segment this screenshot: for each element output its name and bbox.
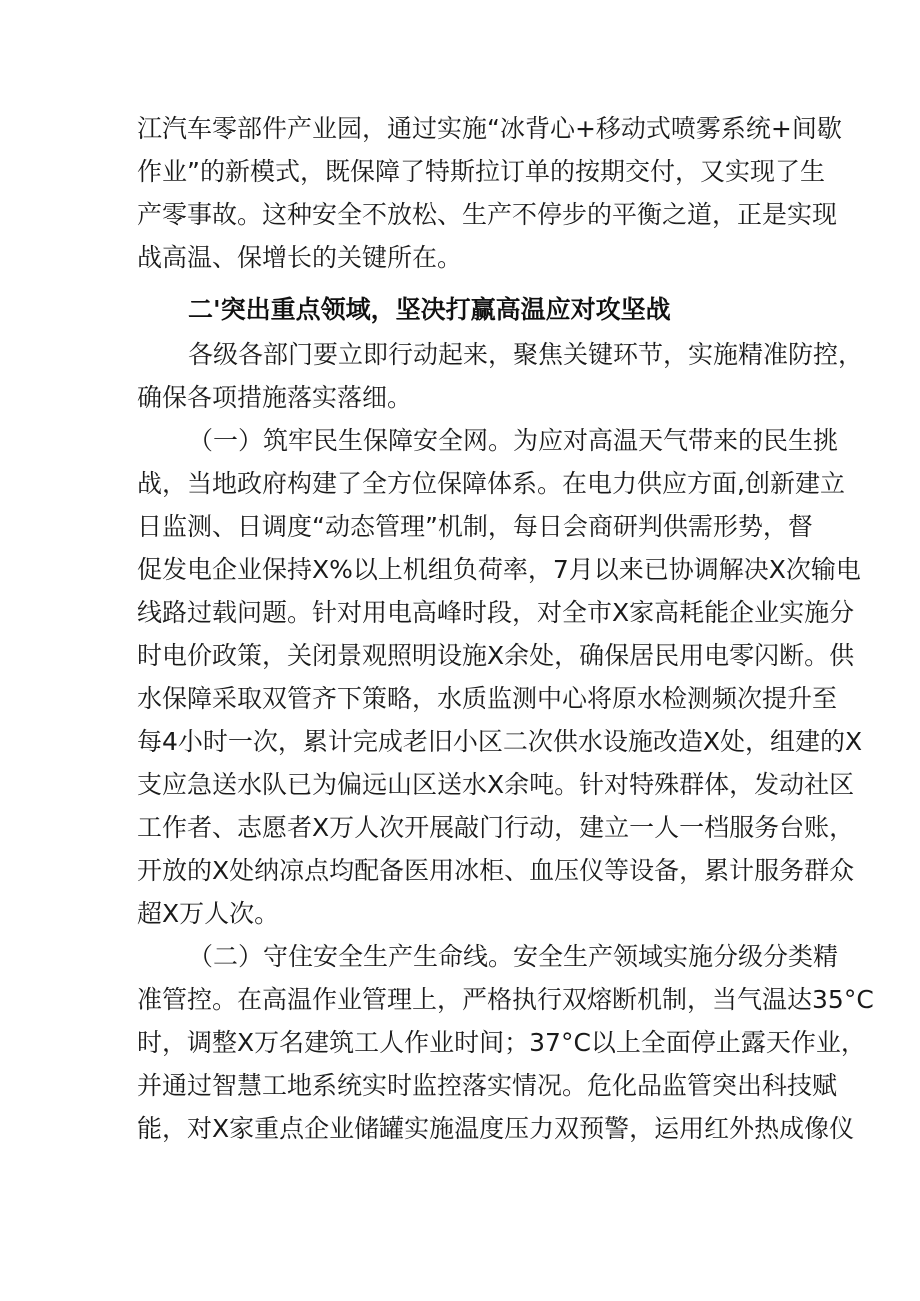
- item1-line-9: 支应急送水队已为偏远山区送水X余吨。针对特殊群体，发动社区: [137, 770, 855, 799]
- item1-line-7: 水保障采取双管齐下策略，水质监测中心将原水检测频次提升至: [137, 684, 838, 713]
- section-intro-line-2: 确保各项措施落实落细。: [137, 383, 413, 412]
- item2-line-4: 并通过智慧工地系统实时监控落实情况。危化品监管突出科技赋: [137, 1071, 838, 1100]
- item1-line-3: 日监测、日调度“动态管理”机制，每日会商研判供需形势，督: [137, 512, 813, 541]
- item2-line-2: 准管控。在高温作业管理上，严格执行双熔断机制，当气温达35°C: [137, 985, 874, 1014]
- intro-line-2: 作业”的新模式，既保障了特斯拉订单的按期交付，又实现了生: [137, 157, 825, 186]
- item2-line-1: （二）守住安全生产生命线。安全生产领域实施分级分类精: [188, 942, 839, 971]
- item1-line-8: 每4小时一次，累计完成老旧小区二次供水设施改造X处，组建的X: [137, 727, 863, 756]
- item1-line-1: （一）筑牢民生保障安全网。为应对高温天气带来的民生挑: [188, 426, 839, 455]
- item1-line-11: 开放的X处纳凉点均配备医用冰柜、血压仪等设备，累计服务群众: [137, 856, 855, 885]
- item1-line-12: 超X万人次。: [137, 899, 280, 928]
- item2-line-5: 能，对X家重点企业储罐实施温度压力双预警，运用红外热成像仪: [137, 1114, 855, 1143]
- section-heading: 二'突出重点领域，坚决打赢高温应对攻坚战: [188, 295, 671, 324]
- section-intro-line-1: 各级各部门要立即行动起来，聚焦关键环节，实施精准防控，: [188, 340, 864, 369]
- intro-line-1: 江汽车零部件产业园，通过实施“冰背心+移动式喷雾系统+间歇: [137, 114, 842, 143]
- item1-line-4: 促发电企业保持X%以上机组负荷率，7月以来已协调解决X次输电: [137, 555, 861, 584]
- item1-line-2: 战，当地政府构建了全方位保障体系。在电力供应方面,创新建立: [137, 469, 845, 498]
- item1-line-10: 工作者、志愿者X万人次开展敲门行动，建立一人一档服务台账，: [137, 813, 855, 842]
- item2-line-3: 时，调整X万名建筑工人作业时间；37°C以上全面停止露天作业，: [137, 1028, 866, 1057]
- item1-line-6: 时电价政策，关闭景观照明设施X余处，确保居民用电零闪断。供: [137, 641, 855, 670]
- intro-line-4: 战高温、保增长的关键所在。: [137, 243, 463, 272]
- intro-line-3: 产零事故。这种安全不放松、生产不停步的平衡之道，正是实现: [137, 200, 838, 229]
- item1-line-5: 线路过载问题。针对用电高峰时段，对全市X家高耗能企业实施分: [137, 598, 855, 627]
